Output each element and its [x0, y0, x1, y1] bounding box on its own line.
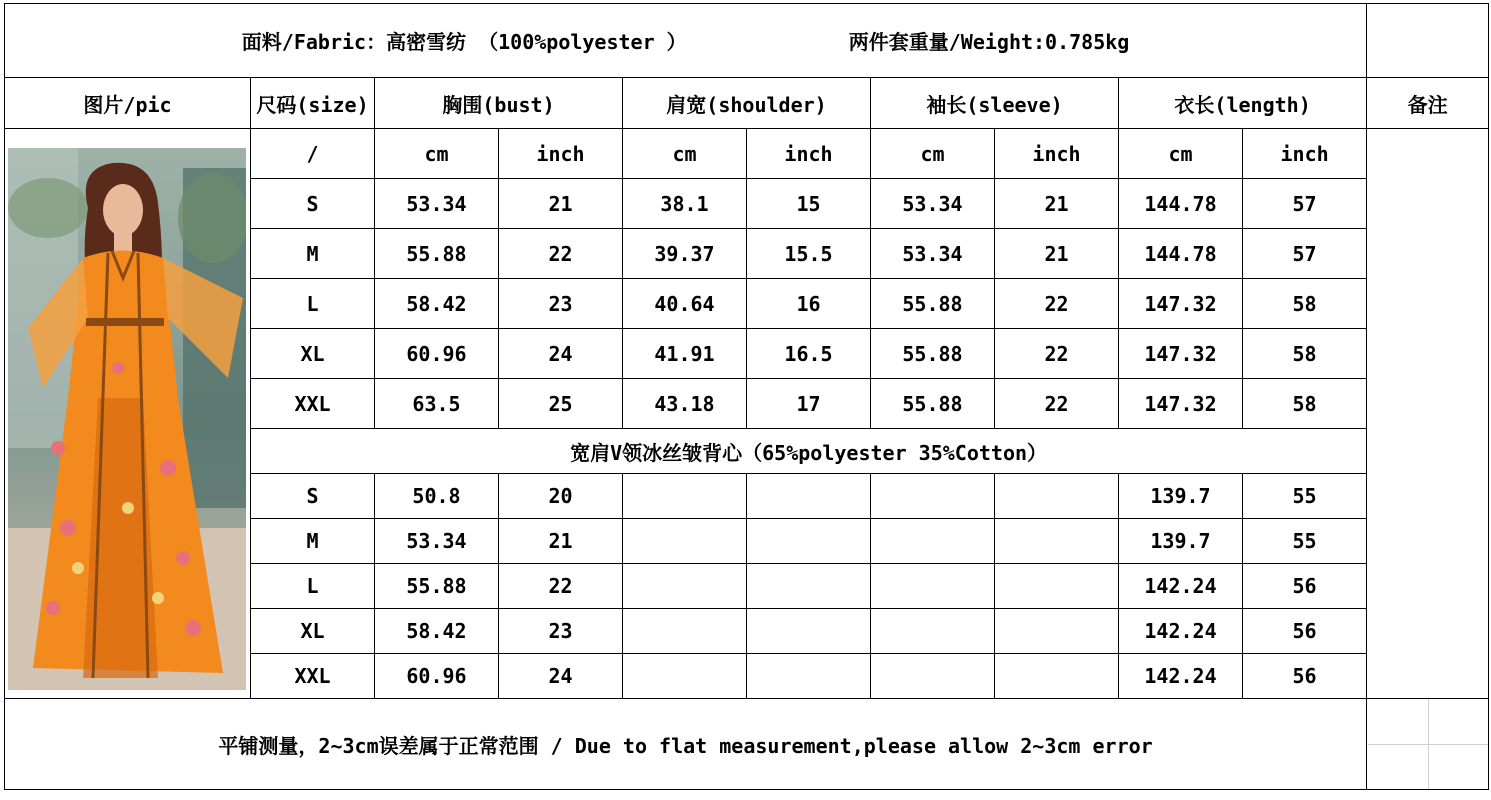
cell: 22: [499, 564, 623, 609]
cell: 38.1: [623, 179, 747, 229]
footer-note-cell: [5, 699, 1367, 790]
cell: [623, 654, 747, 699]
cell: [747, 564, 871, 609]
shoulder-header: 肩宽(shoulder): [623, 78, 871, 129]
cell: 55.88: [375, 229, 499, 279]
cell: XL: [251, 609, 375, 654]
cell: [623, 609, 747, 654]
cell: 58: [1243, 329, 1367, 379]
unit-size: /: [251, 129, 375, 179]
cell: 15.5: [747, 229, 871, 279]
cell: 53.34: [871, 179, 995, 229]
size-header: 尺码(size): [251, 78, 375, 129]
cell: 55: [1243, 519, 1367, 564]
cell: [747, 474, 871, 519]
cell: 57: [1243, 229, 1367, 279]
cell: 57: [1243, 179, 1367, 229]
cell: 21: [995, 179, 1119, 229]
cell: [747, 609, 871, 654]
cell: 22: [995, 279, 1119, 329]
cell: 56: [1243, 609, 1367, 654]
cell: 58: [1243, 279, 1367, 329]
cell: 50.8: [375, 474, 499, 519]
cell: 15: [747, 179, 871, 229]
cell: L: [251, 564, 375, 609]
cell: 58.42: [375, 279, 499, 329]
cell: 53.34: [871, 229, 995, 279]
cell: [871, 474, 995, 519]
cell: M: [251, 519, 375, 564]
cell: 23: [499, 609, 623, 654]
cell: S: [251, 474, 375, 519]
unit-sleeve-inch: inch: [995, 129, 1119, 179]
cell: [871, 564, 995, 609]
sleeve-header: 袖长(sleeve): [871, 78, 1119, 129]
model-dress-photo: [8, 148, 246, 690]
cell: 16.5: [747, 329, 871, 379]
unit-bust-inch: inch: [499, 129, 623, 179]
cell: 25: [499, 379, 623, 429]
cell: [871, 609, 995, 654]
cell: 142.24: [1119, 654, 1243, 699]
cell: XXL: [251, 379, 375, 429]
cell: 40.64: [623, 279, 747, 329]
cell: 142.24: [1119, 609, 1243, 654]
cell: [995, 564, 1119, 609]
cell: [995, 609, 1119, 654]
cell: [995, 474, 1119, 519]
cell: XL: [251, 329, 375, 379]
cell: [747, 519, 871, 564]
vest-section-title: 宽肩V领冰丝皱背心（65%polyester 35%Cotton）: [251, 429, 1367, 474]
cell: [747, 654, 871, 699]
cell: 53.34: [375, 519, 499, 564]
cell: 24: [499, 654, 623, 699]
cell: 56: [1243, 654, 1367, 699]
cell: 43.18: [623, 379, 747, 429]
cell: 17: [747, 379, 871, 429]
cell: 53.34: [375, 179, 499, 229]
cell: [623, 564, 747, 609]
pic-header: 图片/pic: [5, 78, 251, 129]
cell: 55.88: [375, 564, 499, 609]
unit-sleeve-cm: cm: [871, 129, 995, 179]
cell: 56: [1243, 564, 1367, 609]
cell: 147.32: [1119, 279, 1243, 329]
photo-cell: [5, 129, 251, 699]
title-row: [5, 4, 1367, 78]
cell: S: [251, 179, 375, 229]
cell: 144.78: [1119, 179, 1243, 229]
cell: L: [251, 279, 375, 329]
unit-length-inch: inch: [1243, 129, 1367, 179]
cell: XXL: [251, 654, 375, 699]
cell: 55.88: [871, 379, 995, 429]
footer-corner-cell: [1367, 699, 1489, 790]
cell: 22: [995, 329, 1119, 379]
cell: 21: [995, 229, 1119, 279]
cell: 58: [1243, 379, 1367, 429]
title-note-cell: [1367, 4, 1489, 78]
cell: 24: [499, 329, 623, 379]
cell: [623, 474, 747, 519]
cell: [995, 654, 1119, 699]
length-header: 衣长(length): [1119, 78, 1367, 129]
cell: 55: [1243, 474, 1367, 519]
cell: 21: [499, 179, 623, 229]
cell: 60.96: [375, 329, 499, 379]
notes-column: [1367, 129, 1489, 699]
notes-header: 备注: [1367, 78, 1489, 129]
cell: 22: [499, 229, 623, 279]
cell: 144.78: [1119, 229, 1243, 279]
cell: [871, 519, 995, 564]
size-chart-table: [4, 3, 1489, 790]
unit-length-cm: cm: [1119, 129, 1243, 179]
unit-shoulder-inch: inch: [747, 129, 871, 179]
cell: [995, 519, 1119, 564]
cell: 139.7: [1119, 474, 1243, 519]
weight-label: 两件套重量/Weight:0.785kg: [848, 30, 1130, 54]
cell: 63.5: [375, 379, 499, 429]
cell: 20: [499, 474, 623, 519]
cell: 55.88: [871, 329, 995, 379]
corner-grid: [1368, 699, 1488, 789]
cell: [871, 654, 995, 699]
cell: 39.37: [623, 229, 747, 279]
cell: 23: [499, 279, 623, 329]
cell: [623, 519, 747, 564]
cell: 147.32: [1119, 329, 1243, 379]
cell: 41.91: [623, 329, 747, 379]
cell: 142.24: [1119, 564, 1243, 609]
fabric-label: 面料/Fabric：高密雪纺 （100%polyester ）: [241, 30, 687, 54]
cell: M: [251, 229, 375, 279]
cell: 55.88: [871, 279, 995, 329]
flat-measurement-note: 平铺测量，2~3cm误差属于正常范围 / Due to flat measurement,please allow 2~3cm error: [218, 733, 1153, 758]
unit-bust-cm: cm: [375, 129, 499, 179]
cell: 21: [499, 519, 623, 564]
unit-shoulder-cm: cm: [623, 129, 747, 179]
cell: 139.7: [1119, 519, 1243, 564]
cell: 16: [747, 279, 871, 329]
cell: 147.32: [1119, 379, 1243, 429]
cell: 58.42: [375, 609, 499, 654]
bust-header: 胸围(bust): [375, 78, 623, 129]
cell: 60.96: [375, 654, 499, 699]
cell: 22: [995, 379, 1119, 429]
